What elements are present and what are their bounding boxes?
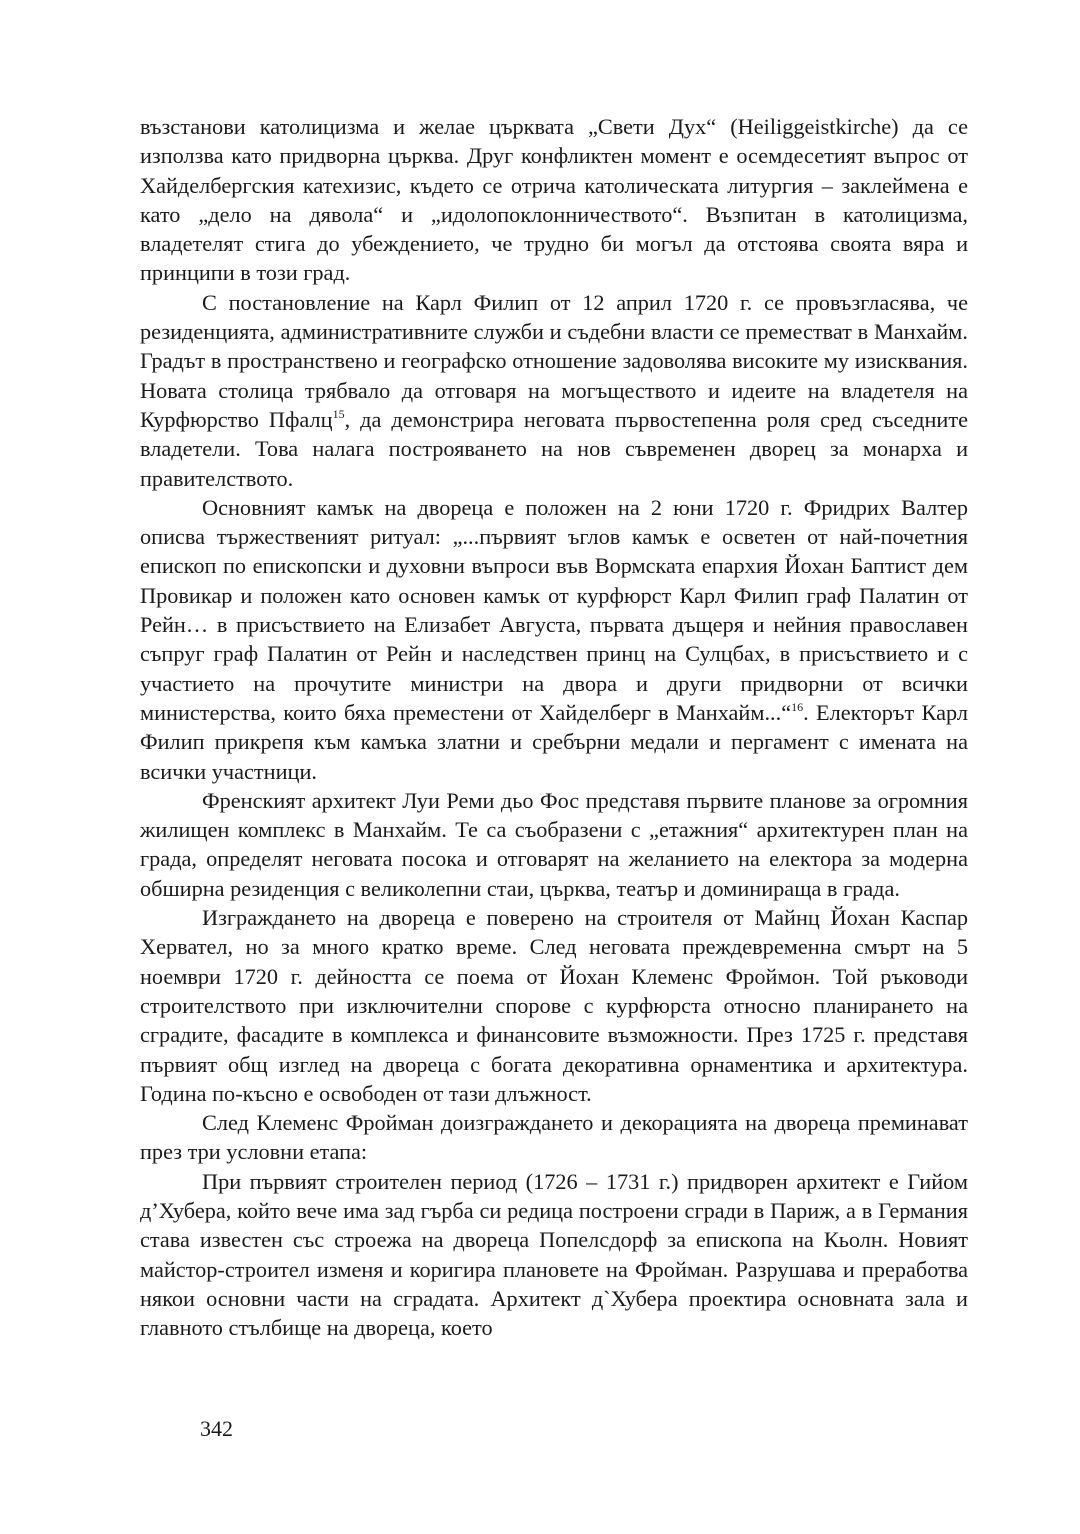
paragraph-5: Изграждането на двореца е поверено на строителя от Майнц Йохан Каспар Хервател, но за много кратко време. След неговата преждевременна смърт на 5 ноември 1720 г. дейността се поема от Йохан Клеменс Фроймон. Той ръководи строителството при изключителни спорове с курфюрста относно планирането на сградите, фасадите в комплекса и финансовите възможности. През 1725 г. представя първият общ изглед на двореца с богата декоративна орнаментика и архитектура. Година по-късно е освободен от тази длъжност. <box>140 905 968 1106</box>
paragraph-4: Френският архитект Луи Реми дьо Фос представя първите планове за огромния жилищен комплекс в Манхайм. Те са съобразени с „етажния“ архитектурен план на града, определят неговата посока и отговарят на желанието на електора за модерна обширна резиденция с великолепни стаи, църква, театър и доминираща в града. <box>140 787 968 901</box>
footnote-ref-16: 16 <box>791 699 804 714</box>
paragraph-3: Основният камък на двореца е положен на 2 юни 1720 г. Фридрих Валтер описва тържественият ритуал: „...първият ъглов камък е осветен от най-почетния епископ по епископски и духовни въпроси във Вормската епархия Йохан Баптист дем Провикар и положен като основен камък от курфюрст Карл Филип граф Палатин от Рейн… в присъствието на Елизабет Августа, първата дъщеря и нейния православен съпруг граф Палатин от Рейн и наследствен принц на Сулцбах, в присъствието и с участието на прочутите министри на двора и други придворни от всички министерства, които бяха преместени от Хайделберг в Манхайм...“$^{16}$. Електорът Карл Филип прикрепя към камъка златни и сребърни медали и пергамент с имената на всички участници. <box>140 494 968 784</box>
footnote-ref-15: 15 <box>332 406 345 421</box>
paragraph-1: възстанови католицизма и желае църквата „Свети Дух“ (Heiliggeistkirche) да се използва като придворна църква. Друг конфликтен момент е осемдесетият въпрос от Хайделбергския катехизис, където се отрича католическата литургия – заклеймена е като „дело на дявола“ и „идолопоклонничеството“. Възпитан в католицизма, владетелят стига до убеждението, че трудно би могъл да отстоява своята вяра и принципи в този град. <box>140 114 968 286</box>
paragraph-2: С постановление на Карл Филип от 12 април 1720 г. се провъзгласява, че резиденцията, административните служби и съдебни власти се преместват в Манхайм. Градът в пространствено и географско отношение задоволява високите му изисквания. Новата столица трябвало да отговаря на могъществото и идеите на владетеля на Курфюрство Пфалц$^{15}$, да демонстрира неговата първостепенна роля сред съседните владетели. Това налага построяването на нов съвременен дворец за монарха и правителството. <box>140 289 969 491</box>
body-text <box>140 112 968 1342</box>
paragraph-6: След Клеменс Фройман доизграждането и декорацията на двореца преминават през три условни етапа: <box>140 1110 968 1165</box>
paragraph-7: При първият строителен период (1726 – 1731 г.) придворен архитект е Гийом д’Хубера, който вече има зад гърба си редица построени сгради в Париж, а в Германия става известен със строежа на двореца Попелсдорф за епископа на Кьолн. Новият майстор-строител изменя и коригира плановете на Фройман. Разрушава и преработва някои основни части на сградата. Архитект д`Хубера проектира основната зала и главното стълбище на двореца, което <box>140 1168 968 1341</box>
page-number: 342 <box>200 1416 233 1441</box>
